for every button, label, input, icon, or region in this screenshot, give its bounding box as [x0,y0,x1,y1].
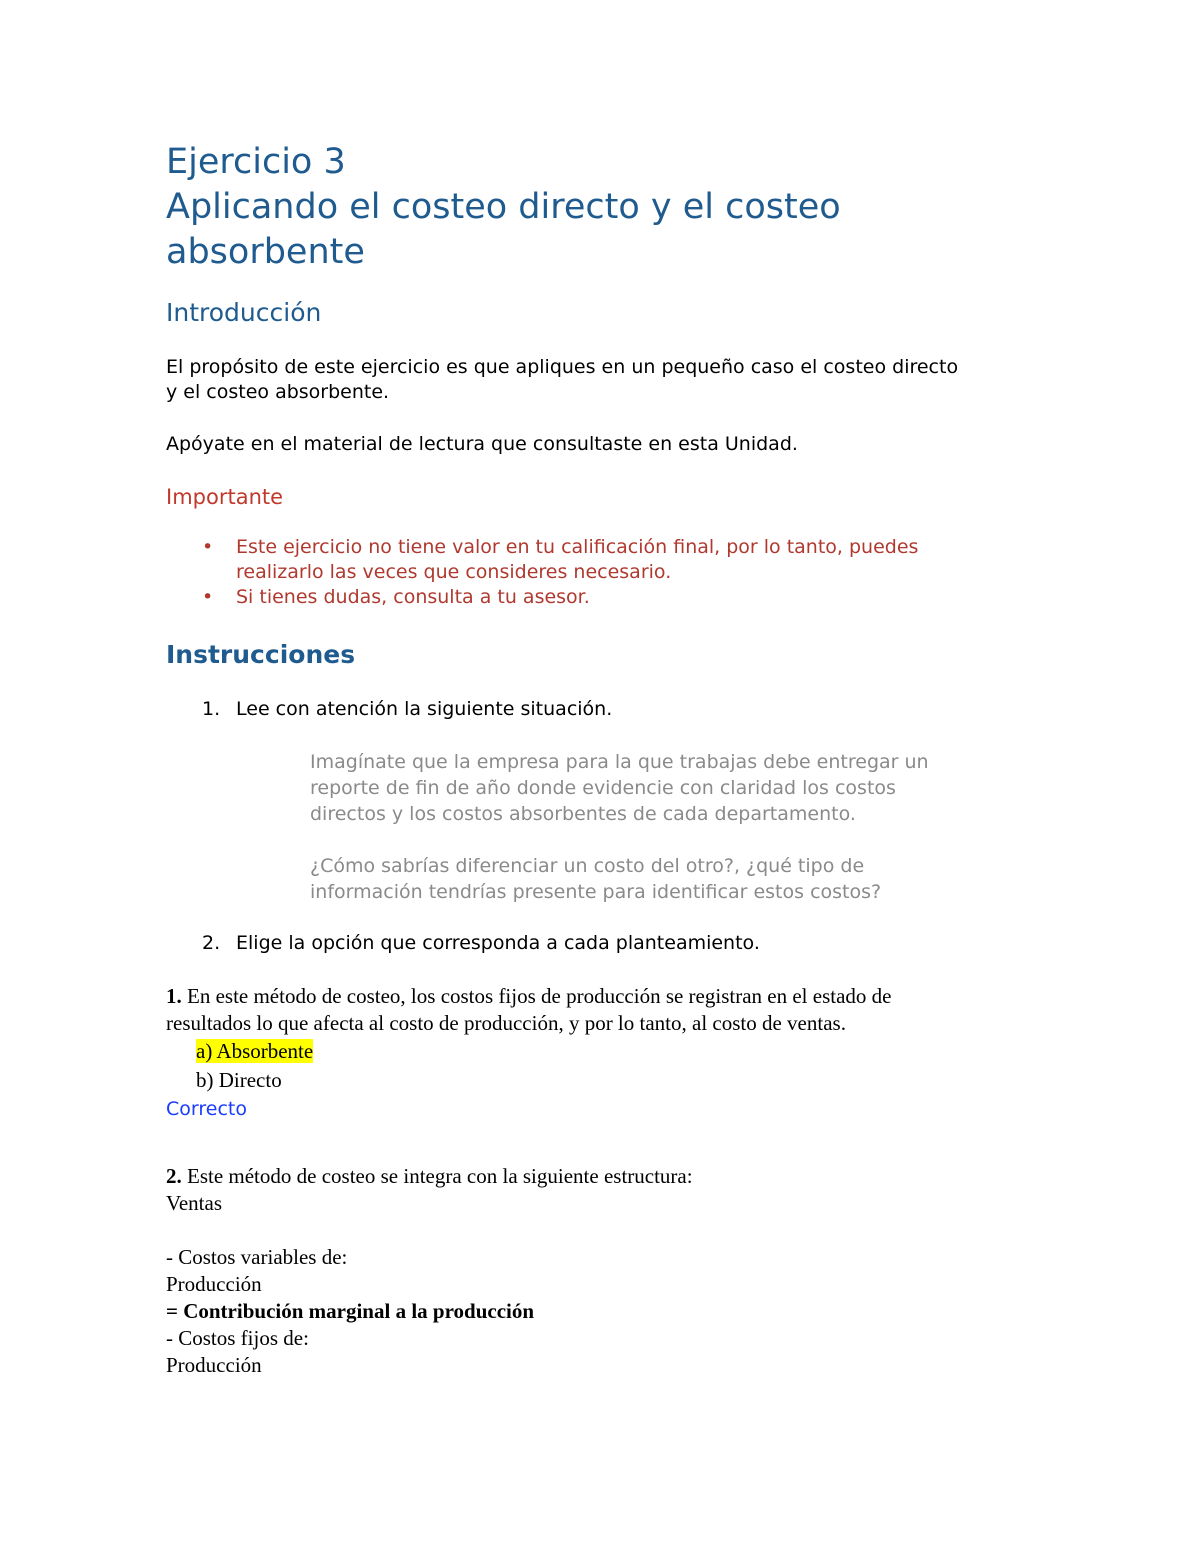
question-1-number: 1. [166,984,182,1008]
important-list [166,535,1046,610]
option-a-label: a) Absorbente [196,1039,314,1063]
structure-line: Ventas [166,1191,222,1215]
intro-heading: Introducción [166,298,322,327]
title-line-3: absorbente [166,232,365,272]
step-text: Elige la opción que corresponda a cada planteamiento. [236,932,760,954]
instructions-steps [166,697,1046,722]
scenario-line: reporte de fin de año donde evidencie con claridad los costos [310,777,896,799]
title-line-1: Ejercicio 3 [166,142,346,182]
structure-line: - Costos variables de: [166,1245,348,1269]
structure-line-bold: = Contribución marginal a la producción [166,1299,535,1323]
bullet-icon: • [202,536,214,558]
important-item [166,585,1046,610]
question-2 [166,1163,1046,1379]
step-item [166,697,1046,722]
question-2-text: Este método de costeo se integra con la siguiente estructura: [181,1164,693,1188]
option-a[interactable] [166,1037,1046,1066]
instructions-heading: Instrucciones [166,640,356,669]
scenario-line: información tendrías presente para identificar estos costos? [310,881,882,903]
question-1-text: En este método de costeo, los costos fijos de producción se registran en el estado de [181,984,892,1008]
intro-paragraph-2: Apóyate en el material de lectura que consultaste en esta Unidad. [166,433,798,455]
important-item-line: Si tienes dudas, consulta a tu asesor. [236,586,590,608]
option-b[interactable] [166,1066,1046,1095]
question-2-number: 2. [166,1164,182,1188]
scenario-line: Imagínate que la empresa para la que trabajas debe entregar un [310,751,929,773]
intro-paragraph-1-line-1: El propósito de este ejercicio es que apliques en un pequeño caso el costeo directo [166,356,959,378]
question-1-line-1 [166,983,1046,1010]
document-title [166,140,1046,275]
scenario-line: ¿Cómo sabrías diferenciar un costo del otro?, ¿qué tipo de [310,855,865,877]
option-b-label: b) Directo [196,1068,282,1092]
structure-line [166,1217,1046,1244]
question-2-line-1 [166,1163,1046,1190]
important-item [166,535,1046,585]
important-item-line: Este ejercicio no tiene valor en tu calificación final, por lo tanto, puedes [236,536,919,558]
step-number: 2. [202,932,221,954]
step-item [166,931,1046,956]
step-number: 1. [202,698,221,720]
scenario-block [166,749,1010,905]
bullet-icon: • [202,586,214,608]
question-1 [166,983,1046,1037]
important-heading: Importante [166,485,284,509]
step-text: Lee con atención la siguiente situación. [236,698,613,720]
structure-line: Producción [166,1353,262,1377]
intro-paragraph-1-line-2: y el costeo absorbente. [166,381,390,403]
instructions-steps-2 [166,931,1046,956]
structure-line: Producción [166,1272,262,1296]
feedback-correct: Correcto [166,1098,247,1120]
title-line-2: Aplicando el costeo directo y el costeo [166,187,841,227]
structure-line: - Costos fijos de: [166,1326,309,1350]
scenario-line: directos y los costos absorbentes de cada departamento. [310,803,856,825]
document-page [166,140,1046,1379]
question-1-line-2: resultados lo que afecta al costo de producción, y por lo tanto, al costo de ventas. [166,1011,846,1035]
important-item-line: realizarlo las veces que consideres necesario. [236,561,672,583]
intro-paragraph-1 [166,355,1046,405]
